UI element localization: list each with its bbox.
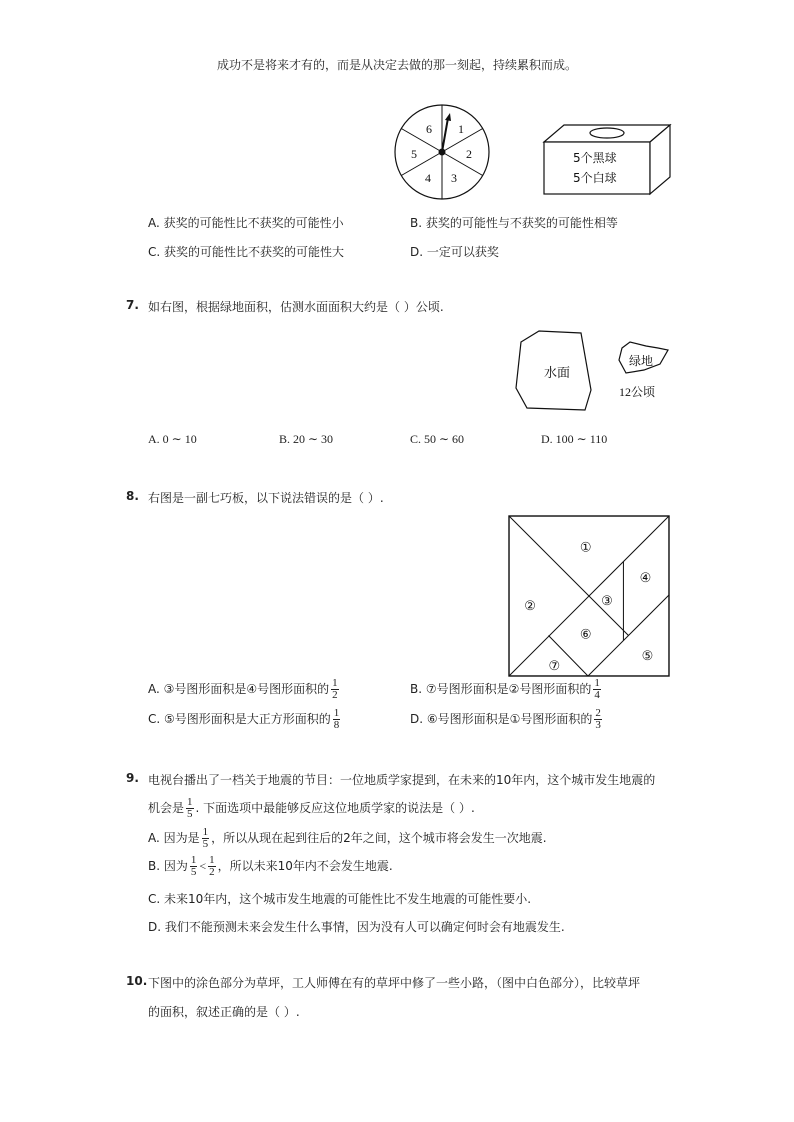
q8-number: 8. [126,489,139,503]
q7-option-d[interactable]: D. 100 ∼ 110 [541,432,608,446]
spinner-label-4: 4 [425,171,431,185]
ball-box-figure [540,122,675,197]
green-area-label: 12公顷 [619,385,656,399]
tangram-label-3: ③ [601,593,613,609]
spinner-figure [392,104,492,204]
q9-stem-line1: 电视台播出了一档关于地震的节目：一位地质学家提到，在未来的10年内，这个城市发生地震的 [148,773,656,787]
q10-number: 10. [126,974,148,988]
q8-option-b[interactable]: B. ⑦号图形面积是②号图形面积的 $\frac{1}{4}$ [410,677,600,701]
tangram-label-1: ① [579,539,592,555]
q6-option-c[interactable]: C. 获奖的可能性比不获奖的可能性大 [148,245,345,259]
tangram-label-7: ⑦ [548,657,561,673]
spinner-label-5: 5 [411,147,417,161]
tangram-label-6: ⑥ [579,626,592,642]
q7-number: 7. [126,298,139,312]
q7-option-a[interactable]: A. 0 ∼ 10 [148,432,197,446]
q10-stem-line1: 下图中的涂色部分为草坪，工人师傅在有的草坪中修了一些小路，（图中白色部分），比较草坪 [148,976,641,990]
q9-stem-line2: 机会是 $\frac{1}{5}$ . 下面选项中最能够反应这位地质学家的说法是（ ）. [148,796,475,820]
spinner-label-6: 6 [426,122,432,136]
water-label: 水面 [544,366,571,381]
tangram-label-2: ② [524,598,536,614]
q9-option-a[interactable]: A. 因为是 $\frac{1}{5}$ ，所以从现在起到往后的2年之间，这个城市将会发生一次地震. [148,826,547,850]
q8-option-d[interactable]: D. ⑥号图形面积是①号图形面积的 $\frac{2}{3}$ [410,707,601,731]
box-label-white: 5个白球 [573,171,617,185]
spinner-label-3: 3 [451,171,457,185]
q6-option-b[interactable]: B. 获奖的可能性与不获奖的可能性相等 [410,216,618,230]
q8-stem: 右图是一副七巧板，以下说法错误的是（ ）. [148,491,384,505]
q7-option-b[interactable]: B. 20 ∼ 30 [279,432,334,446]
green-label: 绿地 [629,354,654,368]
q6-option-d[interactable]: D. 一定可以获奖 [410,245,499,259]
q7-option-c[interactable]: C. 50 ∼ 60 [410,432,465,446]
q9-option-d[interactable]: D. 我们不能预测未来会发生什么事情，因为没有人可以确定何时会有地震发生. [148,920,565,934]
spinner-pointer [442,118,448,152]
q6-option-a[interactable]: A. 获奖的可能性比不获奖的可能性小 [148,216,344,230]
q7-stem: 如右图，根据绿地面积，估测水面面积大约是（ ）公顷. [148,300,444,314]
spinner-label-1: 1 [458,122,464,136]
page-header-motto: 成功不是将来才有的，而是从决定去做的那一刻起，持续累积而成。 [216,58,577,72]
q8-option-c[interactable]: C. ⑤号图形面积是大正方形面积的 $\frac{1}{8}$ [148,707,340,731]
tangram-label-4: ④ [639,569,652,585]
q9-number: 9. [126,771,139,785]
water-green-figure [512,330,672,412]
q8-option-a[interactable]: A. ③号图形面积是④号图形面积的 $\frac{1}{2}$ [148,677,338,701]
q9-option-c[interactable]: C. 未来10年内，这个城市发生地震的可能性比不发生地震的可能性要小. [148,892,532,906]
spinner-label-2: 2 [466,147,472,161]
box-label-black: 5个黑球 [573,151,617,165]
tangram-figure [508,515,670,677]
tangram-label-5: ⑤ [641,647,654,663]
q10-stem-line2: 的面积，叙述正确的是（ ）. [148,1005,300,1019]
q9-option-b[interactable]: B. 因为 $\frac{1}{5}$ < $\frac{1}{2}$ ，所以未来10年内不会发生地震. [148,854,393,878]
